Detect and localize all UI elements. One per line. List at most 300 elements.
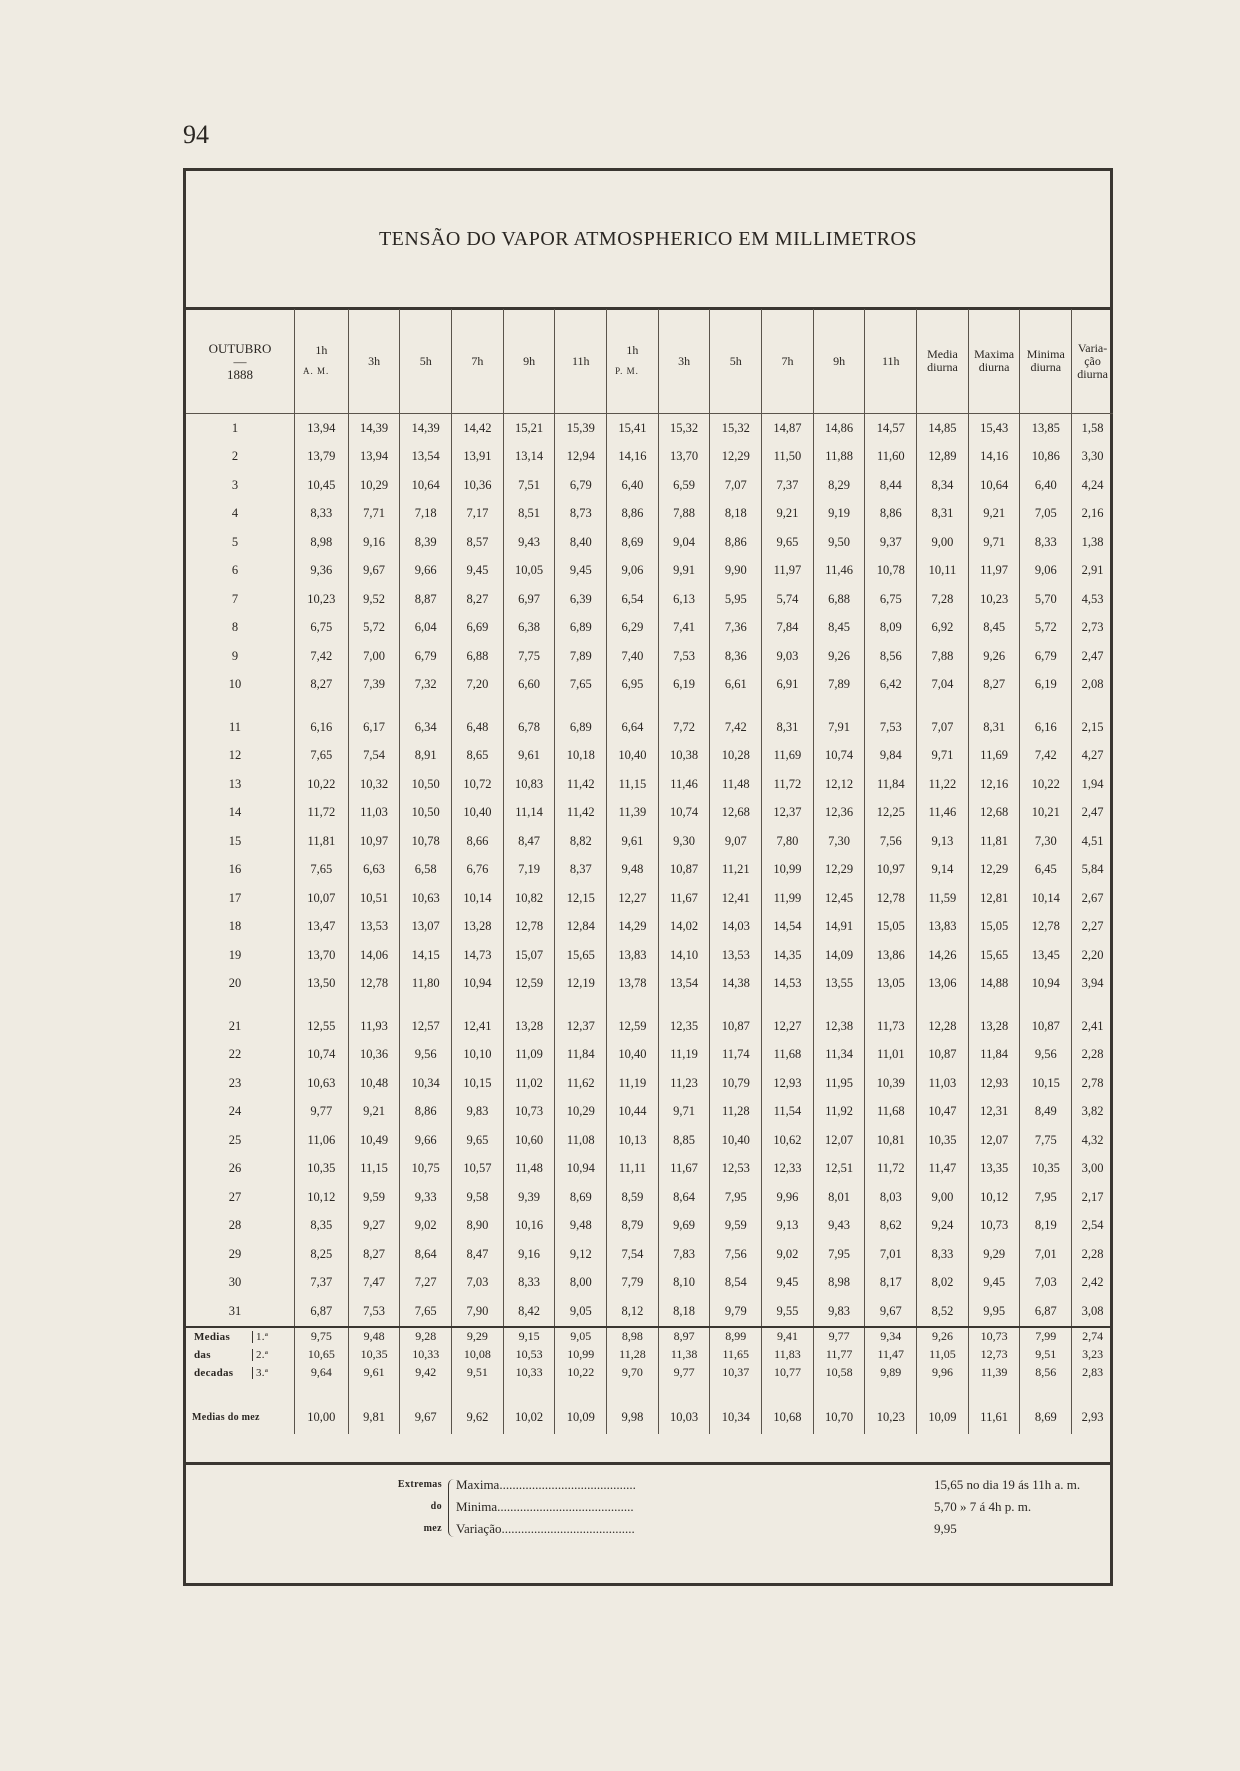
value-cell: 4,53 (1072, 585, 1113, 614)
value-cell: 6,87 (295, 1297, 349, 1327)
value-cell: 10,50 (400, 799, 452, 828)
value-cell: 8,29 (813, 471, 865, 500)
day-row (186, 856, 1113, 885)
hour-label: 1h (626, 343, 639, 357)
value-cell: 12,33 (762, 1155, 814, 1184)
value-cell: 10,10 (452, 1041, 504, 1070)
value-cell: 8,37 (555, 856, 607, 885)
value-cell: 2,20 (1072, 941, 1113, 970)
value-cell: 11,14 (503, 799, 555, 828)
value-cell: 9,61 (348, 1364, 400, 1382)
value-cell: 2,17 (1072, 1183, 1113, 1212)
value-cell: 13,35 (968, 1155, 1020, 1184)
value-cell: 11,01 (865, 1041, 917, 1070)
value-cell: 1,58 (1072, 414, 1113, 443)
value-cell: 9,71 (968, 528, 1020, 557)
value-cell: 9,33 (400, 1183, 452, 1212)
value-cell: 9,61 (607, 827, 659, 856)
value-cell: 13,14 (503, 443, 555, 472)
blank-cell (607, 699, 659, 713)
value-cell: 9,06 (607, 557, 659, 586)
header-row (186, 309, 1113, 414)
value-cell: 10,35 (917, 1126, 969, 1155)
blank-cell (348, 1382, 400, 1402)
value-cell: 7,00 (348, 642, 400, 671)
value-cell: 10,77 (762, 1364, 814, 1382)
value-cell: 8,62 (865, 1212, 917, 1241)
value-cell: 2,42 (1072, 1269, 1113, 1298)
value-cell: 9,29 (452, 1327, 504, 1346)
value-cell: 7,89 (555, 642, 607, 671)
value-cell: 10,35 (295, 1155, 349, 1184)
value-cell: 10,36 (452, 471, 504, 500)
value-cell: 10,28 (710, 742, 762, 771)
value-cell: 2,91 (1072, 557, 1113, 586)
value-cell: 7,95 (710, 1183, 762, 1212)
hour-header (348, 309, 400, 414)
value-cell: 10,44 (607, 1098, 659, 1127)
value-cell: 7,91 (813, 713, 865, 742)
variacao-value: 9,95 (934, 1521, 957, 1536)
day-number: 2 (231, 449, 239, 464)
blank-cell (295, 998, 349, 1012)
value-cell: 11,48 (710, 770, 762, 799)
value-cell: 6,63 (348, 856, 400, 885)
blank-cell (917, 699, 969, 713)
value-cell: 6,79 (555, 471, 607, 500)
value-cell: 12,93 (762, 1069, 814, 1098)
value-cell: 7,40 (607, 642, 659, 671)
value-cell: 8,87 (400, 585, 452, 614)
value-cell: 8,25 (295, 1240, 349, 1269)
maxima-label: Maxima.......................................... (456, 1477, 636, 1492)
value-cell: 9,91 (658, 557, 710, 586)
value-cell: 9,39 (503, 1183, 555, 1212)
value-cell: 8,27 (295, 671, 349, 700)
extremes-label: Extremas (397, 1479, 442, 1490)
value-cell: 3,08 (1072, 1297, 1113, 1327)
value-cell: 8,27 (968, 671, 1020, 700)
extreme-minima (456, 1499, 1032, 1519)
value-cell: 6,19 (658, 671, 710, 700)
value-cell: 2,28 (1072, 1240, 1113, 1269)
value-cell: 6,29 (607, 614, 659, 643)
value-cell: 10,60 (503, 1126, 555, 1155)
value-cell: 6,04 (400, 614, 452, 643)
value-cell: 8,73 (555, 500, 607, 529)
day-row (186, 1069, 1113, 1098)
value-cell: 8,33 (1020, 528, 1072, 557)
value-cell: 11,99 (762, 884, 814, 913)
value-cell: 12,78 (503, 913, 555, 942)
value-cell: 8,98 (295, 528, 349, 557)
value-cell: 9,67 (865, 1297, 917, 1327)
hour-label: 11h (571, 353, 590, 368)
value-cell: 11,06 (295, 1126, 349, 1155)
blank-cell (968, 998, 1020, 1012)
value-cell: 6,89 (555, 614, 607, 643)
day-number: 3 (231, 477, 239, 492)
value-cell: 10,29 (555, 1098, 607, 1127)
value-cell: 9,61 (503, 742, 555, 771)
value-cell: 9,71 (917, 742, 969, 771)
value-cell: 10,81 (865, 1126, 917, 1155)
hour-label: 5h (419, 353, 432, 368)
day-row (186, 1297, 1113, 1327)
value-cell: 13,54 (658, 970, 710, 999)
day-row (186, 443, 1113, 472)
value-cell: 12,78 (1020, 913, 1072, 942)
value-cell: 6,89 (555, 713, 607, 742)
value-cell: 14,53 (762, 970, 814, 999)
value-cell: 7,32 (400, 671, 452, 700)
value-cell: 6,88 (452, 642, 504, 671)
value-cell: 12,25 (865, 799, 917, 828)
value-cell: 12,89 (917, 443, 969, 472)
value-cell: 9,16 (348, 528, 400, 557)
day-number: 17 (228, 890, 242, 905)
day-number: 24 (228, 1104, 242, 1119)
value-cell: 9,62 (452, 1402, 504, 1434)
value-cell: 11,28 (607, 1346, 659, 1364)
value-cell: 7,88 (658, 500, 710, 529)
value-cell: 10,40 (607, 1041, 659, 1070)
value-cell: 12,29 (813, 856, 865, 885)
value-cell: 10,14 (452, 884, 504, 913)
value-cell: 14,87 (762, 414, 814, 443)
value-cell: 2,08 (1072, 671, 1113, 700)
value-cell: 11,09 (503, 1041, 555, 1070)
value-cell: 9,75 (295, 1327, 349, 1346)
value-cell: 7,88 (917, 642, 969, 671)
value-cell: 13,28 (968, 1012, 1020, 1041)
value-cell: 9,27 (348, 1212, 400, 1241)
value-cell: 7,07 (917, 713, 969, 742)
value-cell: 7,01 (865, 1240, 917, 1269)
value-cell: 8,69 (555, 1183, 607, 1212)
value-cell: 10,64 (400, 471, 452, 500)
value-cell: 14,02 (658, 913, 710, 942)
value-cell: 9,04 (658, 528, 710, 557)
value-cell: 15,65 (555, 941, 607, 970)
decade-gap (186, 699, 1113, 713)
value-cell: 11,38 (658, 1346, 710, 1364)
table-title: TENSÃO DO VAPOR ATMOSPHERICO EM MILLIMETROS (378, 227, 918, 250)
value-cell: 8,49 (1020, 1098, 1072, 1127)
value-cell: 11,62 (555, 1069, 607, 1098)
day-number: 1 (231, 420, 239, 435)
value-cell: 6,87 (1020, 1297, 1072, 1327)
value-cell: 6,39 (555, 585, 607, 614)
blank-cell (813, 699, 865, 713)
value-cell: 12,84 (555, 913, 607, 942)
value-cell: 11,28 (710, 1098, 762, 1127)
blank-cell (186, 699, 295, 713)
value-cell: 2,41 (1072, 1012, 1113, 1041)
value-cell: 9,51 (1020, 1346, 1072, 1364)
value-cell: 8,51 (503, 500, 555, 529)
value-cell: 7,42 (295, 642, 349, 671)
value-cell: 7,54 (348, 742, 400, 771)
value-cell: 13,54 (400, 443, 452, 472)
hour-label: 3h (368, 353, 381, 368)
value-cell: 8,64 (658, 1183, 710, 1212)
page-number: 94 (183, 120, 209, 149)
value-cell: 13,05 (865, 970, 917, 999)
blank-cell (968, 699, 1020, 713)
day-number: 11 (228, 719, 242, 734)
value-cell: 7,36 (710, 614, 762, 643)
month-mean-row (186, 1402, 1113, 1434)
blank-cell (295, 1382, 349, 1402)
day-row (186, 528, 1113, 557)
value-cell: 12,59 (503, 970, 555, 999)
value-cell: 9,36 (295, 557, 349, 586)
value-cell: 9,83 (452, 1098, 504, 1127)
value-cell: 9,83 (813, 1297, 865, 1327)
value-cell: 14,39 (400, 414, 452, 443)
value-cell: 1,94 (1072, 770, 1113, 799)
value-cell: 14,15 (400, 941, 452, 970)
value-cell: 9,81 (348, 1402, 400, 1434)
value-cell: 6,48 (452, 713, 504, 742)
day-number: 21 (228, 1018, 242, 1033)
value-cell: 6,61 (710, 671, 762, 700)
hour-label: 9h (833, 353, 846, 368)
value-cell: 10,12 (295, 1183, 349, 1212)
value-cell: 7,19 (503, 856, 555, 885)
value-cell: 7,51 (503, 471, 555, 500)
value-cell: 15,05 (968, 913, 1020, 942)
value-cell: 9,29 (968, 1240, 1020, 1269)
value-cell: 10,08 (452, 1346, 504, 1364)
value-cell: 12,27 (607, 884, 659, 913)
value-cell: 12,45 (813, 884, 865, 913)
value-cell: 8,10 (658, 1269, 710, 1298)
day-number: 30 (228, 1275, 242, 1290)
value-cell: 12,36 (813, 799, 865, 828)
hour-header (452, 309, 504, 414)
value-cell: 9,14 (917, 856, 969, 885)
value-cell: 13,47 (295, 913, 349, 942)
blank-cell (658, 699, 710, 713)
value-cell: 3,30 (1072, 443, 1113, 472)
value-cell: 11,80 (400, 970, 452, 999)
day-number: 27 (228, 1189, 242, 1204)
value-cell: 13,86 (865, 941, 917, 970)
value-cell: 3,94 (1072, 970, 1113, 999)
day-number: 6 (231, 563, 239, 578)
blank-cell (503, 699, 555, 713)
value-cell: 9,58 (452, 1183, 504, 1212)
decade-label-cell (186, 1327, 295, 1346)
spacer-row (186, 1382, 1113, 1402)
value-cell: 11,19 (607, 1069, 659, 1098)
day-row (186, 913, 1113, 942)
blank-cell (1072, 1382, 1113, 1402)
value-cell: 10,39 (865, 1069, 917, 1098)
hour-header (658, 309, 710, 414)
extremes-label: do (430, 1501, 442, 1512)
value-cell: 9,07 (710, 827, 762, 856)
brace (448, 1479, 455, 1537)
value-cell: 10,09 (917, 1402, 969, 1434)
value-cell: 12,27 (762, 1012, 814, 1041)
value-cell: 8,54 (710, 1269, 762, 1298)
value-cell: 11,77 (813, 1346, 865, 1364)
month-header (186, 309, 295, 414)
value-cell: 12,29 (968, 856, 1020, 885)
value-cell: 15,65 (968, 941, 1020, 970)
value-cell: 10,34 (710, 1402, 762, 1434)
value-cell: 12,41 (710, 884, 762, 913)
value-cell: 10,86 (1020, 443, 1072, 472)
hour-label: 11h (882, 353, 900, 368)
value-cell: 14,57 (865, 414, 917, 443)
value-cell: 10,47 (917, 1098, 969, 1127)
value-cell: 7,20 (452, 671, 504, 700)
value-cell: 10,05 (503, 557, 555, 586)
decade-mean-row (186, 1327, 1113, 1346)
hour-header (400, 309, 452, 414)
value-cell: 7,30 (1020, 827, 1072, 856)
value-cell: 11,50 (762, 443, 814, 472)
value-cell: 10,23 (968, 585, 1020, 614)
value-cell: 10,74 (295, 1041, 349, 1070)
hour-label: 9h (523, 353, 536, 368)
value-cell: 14,85 (917, 414, 969, 443)
value-cell: 13,50 (295, 970, 349, 999)
value-cell: 7,30 (813, 827, 865, 856)
value-cell: 6,76 (452, 856, 504, 885)
value-cell: 4,24 (1072, 471, 1113, 500)
value-cell: 2,93 (1072, 1402, 1113, 1434)
value-cell: 11,72 (295, 799, 349, 828)
blank-cell (452, 998, 504, 1012)
value-cell: 13,55 (813, 970, 865, 999)
value-cell: 9,34 (865, 1327, 917, 1346)
value-cell: 9,77 (658, 1364, 710, 1382)
value-cell: 2,47 (1072, 799, 1113, 828)
blank-cell (348, 998, 400, 1012)
day-number: 26 (228, 1161, 242, 1176)
value-cell: 7,65 (400, 1297, 452, 1327)
value-cell: 10,64 (968, 471, 1020, 500)
value-cell: 11,42 (555, 770, 607, 799)
value-cell: 11,03 (917, 1069, 969, 1098)
value-cell: 11,81 (968, 827, 1020, 856)
value-cell: 6,19 (1020, 671, 1072, 700)
blank-cell (658, 998, 710, 1012)
value-cell: 11,84 (968, 1041, 1020, 1070)
value-cell: 15,32 (658, 414, 710, 443)
value-cell: 6,13 (658, 585, 710, 614)
value-cell: 10,97 (865, 856, 917, 885)
value-cell: 8,33 (917, 1240, 969, 1269)
value-cell: 6,60 (503, 671, 555, 700)
value-cell: 8,86 (607, 500, 659, 529)
blank-cell (813, 998, 865, 1012)
value-cell: 15,21 (503, 414, 555, 443)
value-cell: 6,16 (295, 713, 349, 742)
value-cell: 10,58 (813, 1364, 865, 1382)
value-cell: 11,92 (813, 1098, 865, 1127)
value-cell: 10,68 (762, 1402, 814, 1434)
value-cell: 10,33 (400, 1346, 452, 1364)
blank-cell (503, 1382, 555, 1402)
value-cell: 12,57 (400, 1012, 452, 1041)
value-cell: 10,62 (762, 1126, 814, 1155)
value-cell: 12,68 (968, 799, 1020, 828)
value-cell: 7,18 (400, 500, 452, 529)
value-cell: 12,37 (555, 1012, 607, 1041)
value-cell: 12,29 (710, 443, 762, 472)
title-box (186, 171, 1110, 310)
value-cell: 12,78 (865, 884, 917, 913)
value-cell: 10,78 (865, 557, 917, 586)
value-cell: 9,02 (400, 1212, 452, 1241)
value-cell: 7,07 (710, 471, 762, 500)
decade-label: das (194, 1348, 211, 1361)
value-cell: 6,34 (400, 713, 452, 742)
value-cell: 9,43 (503, 528, 555, 557)
value-cell: 7,56 (865, 827, 917, 856)
value-cell: 9,59 (710, 1212, 762, 1241)
value-cell: 7,53 (865, 713, 917, 742)
value-cell: 7,56 (710, 1240, 762, 1269)
value-cell: 12,15 (555, 884, 607, 913)
day-row (186, 941, 1113, 970)
minima-value: 5,70 » 7 á 4h p. m. (934, 1499, 1032, 1514)
value-cell: 11,47 (917, 1155, 969, 1184)
value-cell: 10,35 (348, 1346, 400, 1364)
value-cell: 9,45 (762, 1269, 814, 1298)
decade-number: 2.ª (252, 1349, 268, 1361)
value-cell: 10,32 (348, 770, 400, 799)
blank-cell (658, 1382, 710, 1402)
value-cell: 9,30 (658, 827, 710, 856)
value-cell: 9,55 (762, 1297, 814, 1327)
value-cell: 14,09 (813, 941, 865, 970)
value-cell: 10,94 (555, 1155, 607, 1184)
value-cell: 10,70 (813, 1402, 865, 1434)
value-cell: 9,56 (1020, 1041, 1072, 1070)
value-cell: 6,16 (1020, 713, 1072, 742)
value-cell: 4,51 (1072, 827, 1113, 856)
value-cell: 11,46 (658, 770, 710, 799)
value-cell: 10,16 (503, 1212, 555, 1241)
value-cell: 10,73 (968, 1212, 1020, 1241)
value-cell: 10,40 (607, 742, 659, 771)
value-cell: 13,83 (917, 913, 969, 942)
value-cell: 8,18 (658, 1297, 710, 1327)
value-cell: 5,95 (710, 585, 762, 614)
value-cell: 8,39 (400, 528, 452, 557)
value-cell: 11,42 (555, 799, 607, 828)
value-cell: 12,19 (555, 970, 607, 999)
value-cell: 7,42 (710, 713, 762, 742)
day-row (186, 1183, 1113, 1212)
value-cell: 10,65 (295, 1346, 349, 1364)
value-cell: 10,18 (555, 742, 607, 771)
value-cell: 7,84 (762, 614, 814, 643)
day-number: 4 (231, 506, 239, 521)
value-cell: 11,19 (658, 1041, 710, 1070)
value-cell: 7,28 (917, 585, 969, 614)
value-cell: 11,03 (348, 799, 400, 828)
value-cell: 6,54 (607, 585, 659, 614)
value-cell: 9,28 (400, 1327, 452, 1346)
